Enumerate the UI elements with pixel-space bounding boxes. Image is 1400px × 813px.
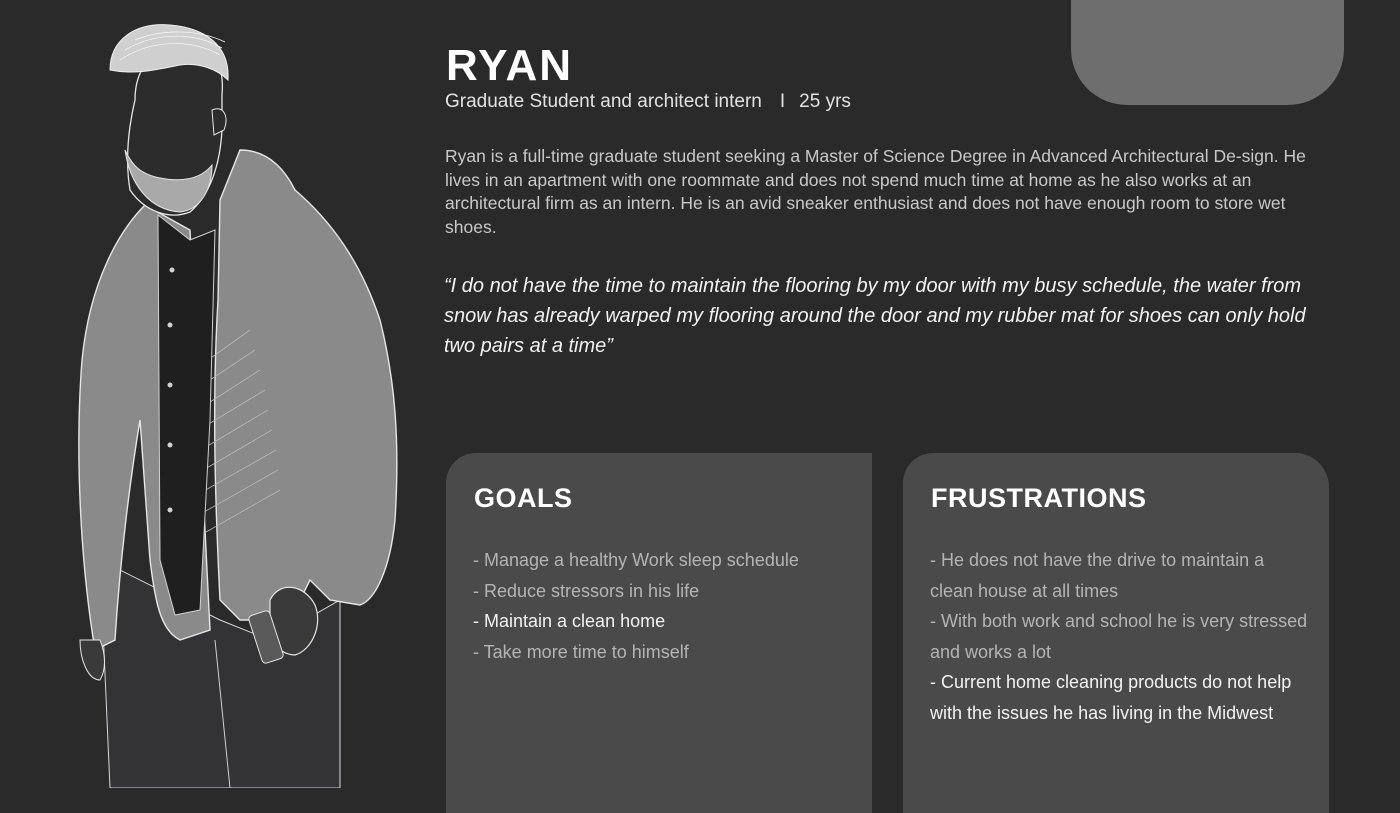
frustrations-card — [903, 453, 1329, 813]
subtitle-separator: I — [779, 91, 786, 112]
goals-title: GOALS — [474, 483, 573, 513]
goals-card — [446, 453, 872, 813]
frustration-item: - Current home cleaning products do not help with the issues he has living in the Midwest — [930, 672, 1292, 723]
decorative-corner-shape — [1071, 0, 1344, 105]
frustration-item: - With both work and school he is very stressed and works a lot — [930, 611, 1308, 662]
persona-name: RYAN — [446, 41, 574, 90]
persona-bio: Ryan is a full-time graduate student seeking a Master of Science Degree in Advanced Architectural De-sign. He lives in an apartment with one roommate and does not spend much time at home as he also works at an architectural firm as an intern. He is an avid sneaker enthusiast and does not have enough room to store wet shoes. — [445, 146, 1306, 237]
persona-age: 25 yrs — [799, 91, 851, 112]
persona-quote: “I do not have the time to maintain the flooring by my door with my busy schedule, the water from snow has already warped my flooring around the door and my rubber mat for shoes can only hold two pairs at a time” — [444, 275, 1306, 357]
persona-subtitle — [445, 91, 851, 113]
frustration-item: - He does not have the drive to maintain a clean house at all times — [930, 550, 1265, 601]
persona-role: Graduate Student and architect intern — [445, 91, 762, 112]
frustrations-title: FRUSTRATIONS — [931, 483, 1147, 513]
frustrations-list — [930, 545, 1310, 728]
goal-item: - Reduce stressors in his life — [473, 580, 700, 601]
goals-list — [473, 545, 853, 667]
goal-item: - Maintain a clean home — [473, 611, 666, 631]
persona-sketch-illustration — [40, 0, 420, 788]
goal-item: - Manage a healthy Work sleep schedule — [473, 550, 799, 570]
goal-item: - Take more time to himself — [473, 641, 689, 662]
